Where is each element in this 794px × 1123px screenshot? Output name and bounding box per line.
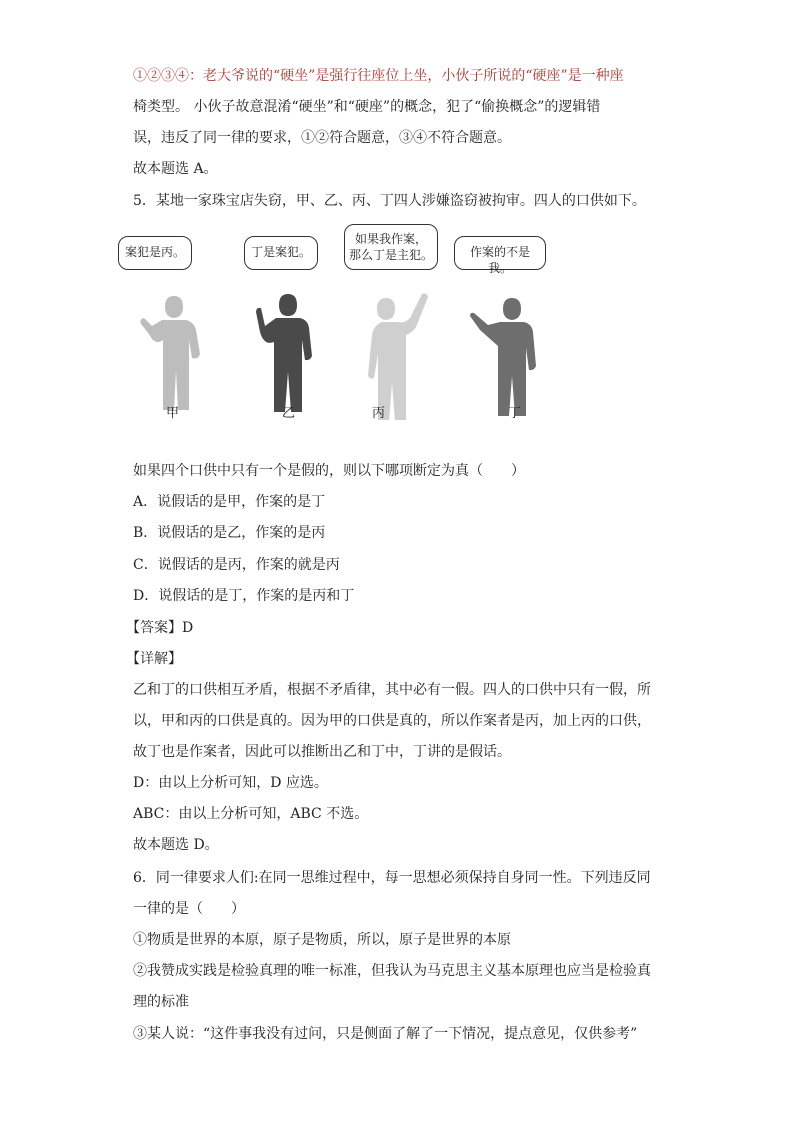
statement-1: ①物质是世界的本原，原子是物质，所以，原子是世界的本原 xyxy=(133,932,511,948)
explanation-conclusion: 故本题选 D。 xyxy=(133,837,219,853)
label-ding: 丁 xyxy=(508,406,522,421)
conclusion-line: 故本题选 A。 xyxy=(133,161,218,177)
speech-bubble-ding: 作案的不是我。 xyxy=(454,236,546,270)
speech-bubble-jia: 案犯是丙。 xyxy=(118,236,192,270)
option-c: C．说假话的是丙，作案的就是丙 xyxy=(133,557,340,573)
question-6-stem-1: 6．同一律要求人们:在同一思维过程中，每一思想必须保持自身同一性。下列违反同 xyxy=(133,870,651,886)
speech-bubble-bing-line-1: 如果我作案， xyxy=(354,232,427,246)
detail-label: 【详解】 xyxy=(126,651,182,667)
option-b: B．说假话的是乙，作案的是丙 xyxy=(133,525,326,541)
option-a: A．说假话的是甲，作案的是丁 xyxy=(133,494,326,510)
statement-3: ③某人说：“这件事我没有过问，只是侧面了解了一下情况，提点意见，仅供参考” xyxy=(133,1026,638,1042)
question-5-prompt: 如果四个口供中只有一个是假的，则以下哪项断定为真（ ） xyxy=(133,463,525,479)
statement-2-line-2: 理的标准 xyxy=(133,994,189,1010)
analysis-line-1: ①②③④：老大爷说的“硬坐”是强行往座位上坐，小伙子所说的“硬座”是一种座 xyxy=(133,68,624,84)
testimony-figure xyxy=(110,222,670,422)
option-d: D．说假话的是丁，作案的是丙和丁 xyxy=(133,588,355,604)
silhouette-ding-icon xyxy=(462,290,552,420)
answer-label: 【答案】D xyxy=(126,620,194,636)
question-5-stem: 5．某地一家珠宝店失窃，甲、乙、丙、丁四人涉嫌盗窃被拘审。四人的口供如下。 xyxy=(133,193,646,209)
statement-2-line-1: ②我赞成实践是检验真理的唯一标准，但我认为马克思主义基本原理也应当是检验真 xyxy=(133,963,651,979)
explanation-line-1: 乙和丁的口供相互矛盾，根据不矛盾律，其中必有一假。四人的口供中只有一假，所 xyxy=(133,682,651,698)
label-jia: 甲 xyxy=(166,406,180,421)
speech-bubble-yi: 丁是案犯。 xyxy=(244,236,318,270)
analysis-line-2: 椅类型。 小伙子故意混淆“硬坐”和“硬座”的概念，犯了“偷换概念”的逻辑错 xyxy=(133,99,601,115)
question-6-stem-2: 一律的是（ ） xyxy=(133,901,245,917)
speech-bubble-bing xyxy=(344,224,438,270)
explanation-line-3: 故丁也是作案者，因此可以推断出乙和丁中，丁讲的是假话。 xyxy=(133,744,511,760)
silhouette-yi-icon xyxy=(246,290,326,420)
silhouette-bing-icon xyxy=(350,290,440,420)
explanation-line-5: ABC：由以上分析可知，ABC 不选。 xyxy=(133,806,369,822)
speech-bubble-bing-line-2: 那么丁是主犯。 xyxy=(349,248,434,262)
label-yi: 乙 xyxy=(282,406,296,421)
label-bing: 丙 xyxy=(372,406,386,421)
explanation-line-4: D：由以上分析可知，D 应选。 xyxy=(133,775,328,791)
silhouette-jia-icon xyxy=(134,290,214,420)
explanation-line-2: 以，甲和丙的口供是真的。因为甲的口供是真的，所以作案者是丙，加上丙的口供， xyxy=(133,713,651,729)
analysis-line-3: 误，违反了同一律的要求，①②符合题意，③④不符合题意。 xyxy=(133,130,511,146)
